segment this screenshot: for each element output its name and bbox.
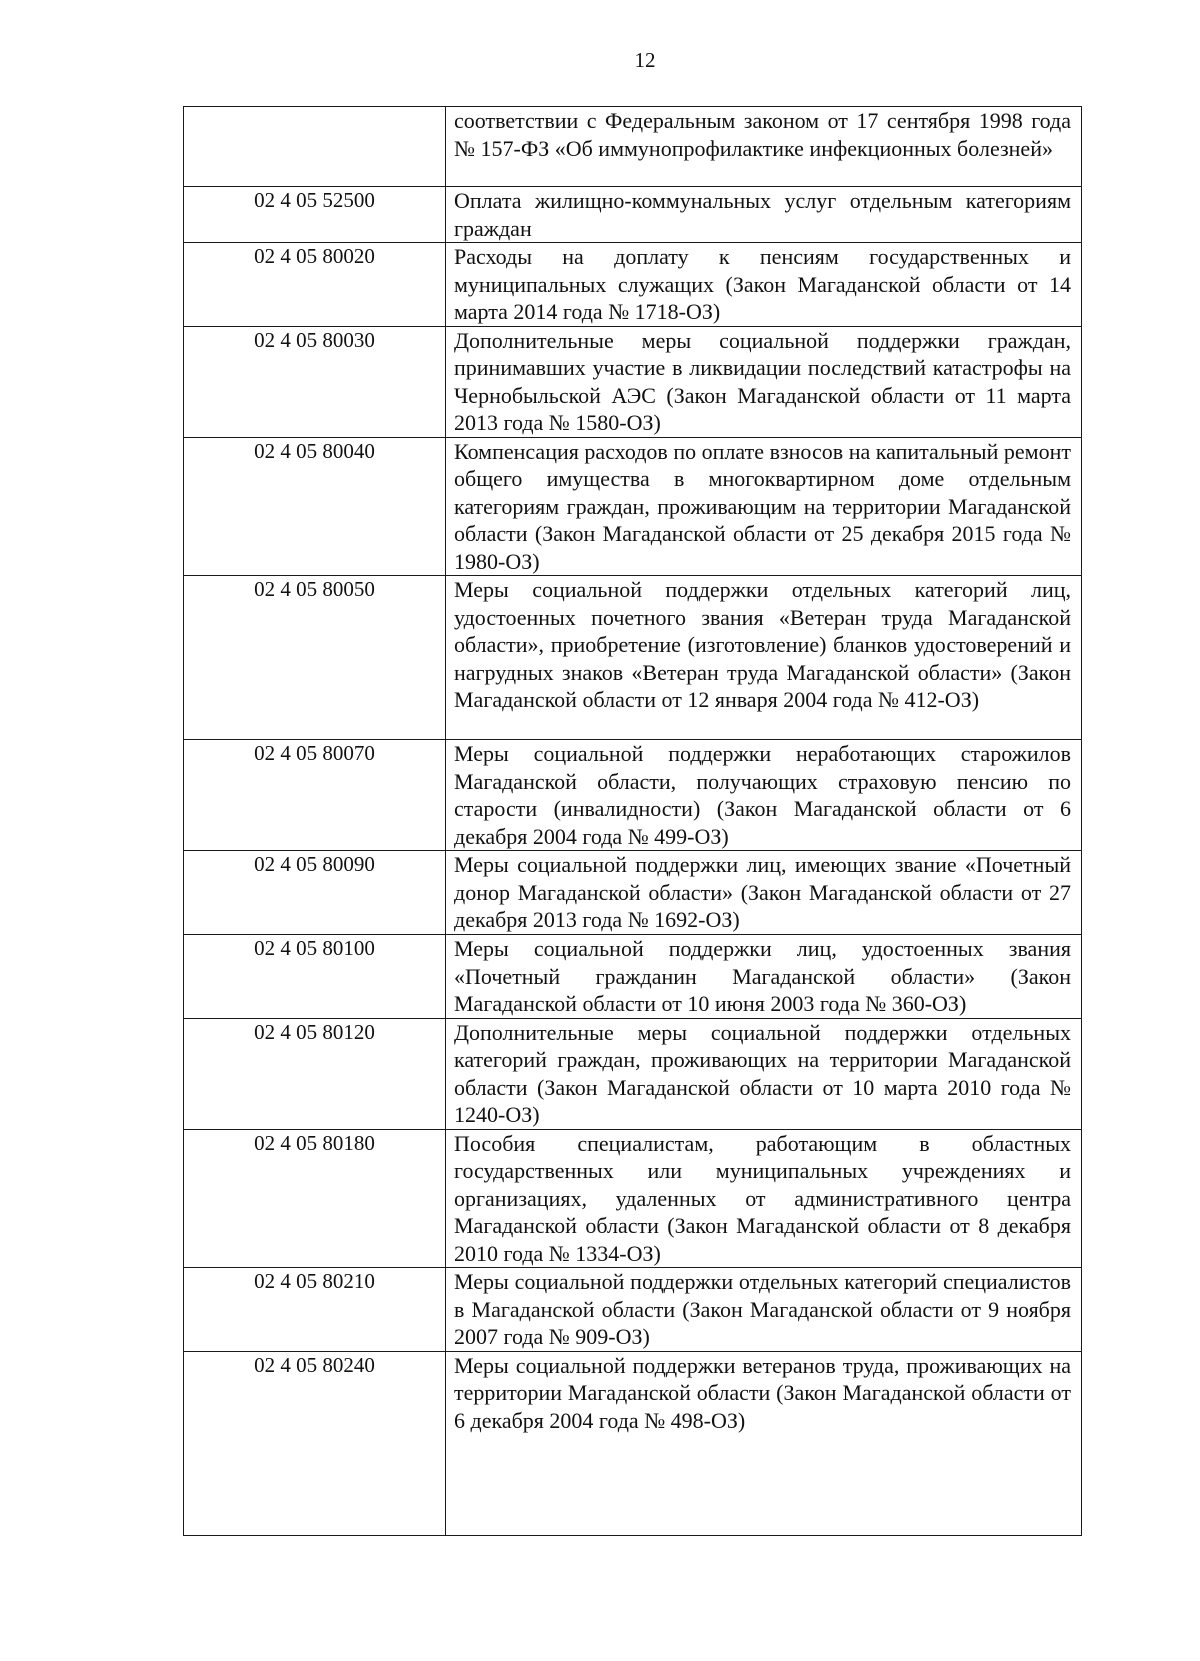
code-cell: 02 4 05 80090 (184, 851, 446, 935)
code-cell: 02 4 05 52500 (184, 187, 446, 243)
code-cell: 02 4 05 80180 (184, 1129, 446, 1268)
table-row (184, 326, 1082, 437)
code-cell: 02 4 05 80120 (184, 1018, 446, 1129)
table-row (184, 851, 1082, 935)
table-body (184, 107, 1082, 1536)
code-cell: 02 4 05 80020 (184, 243, 446, 327)
table-row (184, 1129, 1082, 1268)
code-cell: 02 4 05 80030 (184, 326, 446, 437)
code-cell (184, 107, 446, 187)
description-cell: соответствии с Федеральным законом от 17 сентября 1998 года № 157-ФЗ «Об иммунопрофилактике инфекционных болезней» (446, 107, 1082, 187)
table-row (184, 107, 1082, 187)
table-row (184, 1018, 1082, 1129)
code-cell: 02 4 05 80050 (184, 576, 446, 740)
description-cell: Компенсация расходов по оплате взносов на капитальный ремонт общего имущества в многоквартирном доме отдельным категориям граждан, проживающим на территории Магаданской области (Закон Магаданской области от 25 декабря 2015 года № 1980-ОЗ) (446, 437, 1082, 576)
table-row (184, 437, 1082, 576)
description-cell: Меры социальной поддержки отдельных категорий лиц, удостоенных почетного звания «Ветеран труда Магаданской области», приобретение (изготовление) бланков удостоверений и нагрудных знаков «Ветеран труда Магаданской области» (Закон Магаданской области от 12 января 2004 года № 412-ОЗ) (446, 576, 1082, 740)
description-cell: Дополнительные меры социальной поддержки граждан, принимавших участие в ликвидации последствий катастрофы на Чернобыльской АЭС (Закон Магаданской области от 11 марта 2013 года № 1580-ОЗ) (446, 326, 1082, 437)
description-cell: Меры социальной поддержки неработающих старожилов Магаданской области, получающих страховую пенсию по старости (инвалидности) (Закон Магаданской области от 6 декабря 2004 года № 499-ОЗ) (446, 740, 1082, 851)
code-cell: 02 4 05 80240 (184, 1351, 446, 1535)
description-cell: Меры социальной поддержки отдельных категорий специалистов в Магаданской области (Закон Магаданской области от 9 ноября 2007 года № 909-ОЗ) (446, 1268, 1082, 1352)
description-cell: Меры социальной поддержки ветеранов труда, проживающих на территории Магаданской области (Закон Магаданской области от 6 декабря 2004 года № 498-ОЗ) (446, 1351, 1082, 1535)
budget-classification-table (183, 106, 1082, 1536)
table-row (184, 1268, 1082, 1352)
page-number: 12 (634, 48, 656, 72)
code-cell: 02 4 05 80210 (184, 1268, 446, 1352)
description-cell: Меры социальной поддержки лиц, удостоенных звания «Почетный гражданин Магаданской области» (Закон Магаданской области от 10 июня 2003 года № 360-ОЗ) (446, 935, 1082, 1019)
description-cell: Дополнительные меры социальной поддержки отдельных категорий граждан, проживающих на территории Магаданской области (Закон Магаданской области от 10 марта 2010 года № 1240-ОЗ) (446, 1018, 1082, 1129)
code-cell: 02 4 05 80040 (184, 437, 446, 576)
description-cell: Меры социальной поддержки лиц, имеющих звание «Почетный донор Магаданской области» (Закон Магаданской области от 27 декабря 2013 года № 1692-ОЗ) (446, 851, 1082, 935)
description-cell: Пособия специалистам, работающим в областных государственных или муниципальных учреждениях и организациях, удаленных от административного центра Магаданской области (Закон Магаданской области от 8 декабря 2010 года № 1334-ОЗ) (446, 1129, 1082, 1268)
table-row (184, 740, 1082, 851)
table-row (184, 576, 1082, 740)
code-cell: 02 4 05 80070 (184, 740, 446, 851)
description-cell: Оплата жилищно-коммунальных услуг отдельным категориям граждан (446, 187, 1082, 243)
table-row (184, 1351, 1082, 1535)
description-cell: Расходы на доплату к пенсиям государственных и муниципальных служащих (Закон Магаданской области от 14 марта 2014 года № 1718-ОЗ) (446, 243, 1082, 327)
table-row (184, 935, 1082, 1019)
table-row (184, 187, 1082, 243)
table-row (184, 243, 1082, 327)
code-cell: 02 4 05 80100 (184, 935, 446, 1019)
